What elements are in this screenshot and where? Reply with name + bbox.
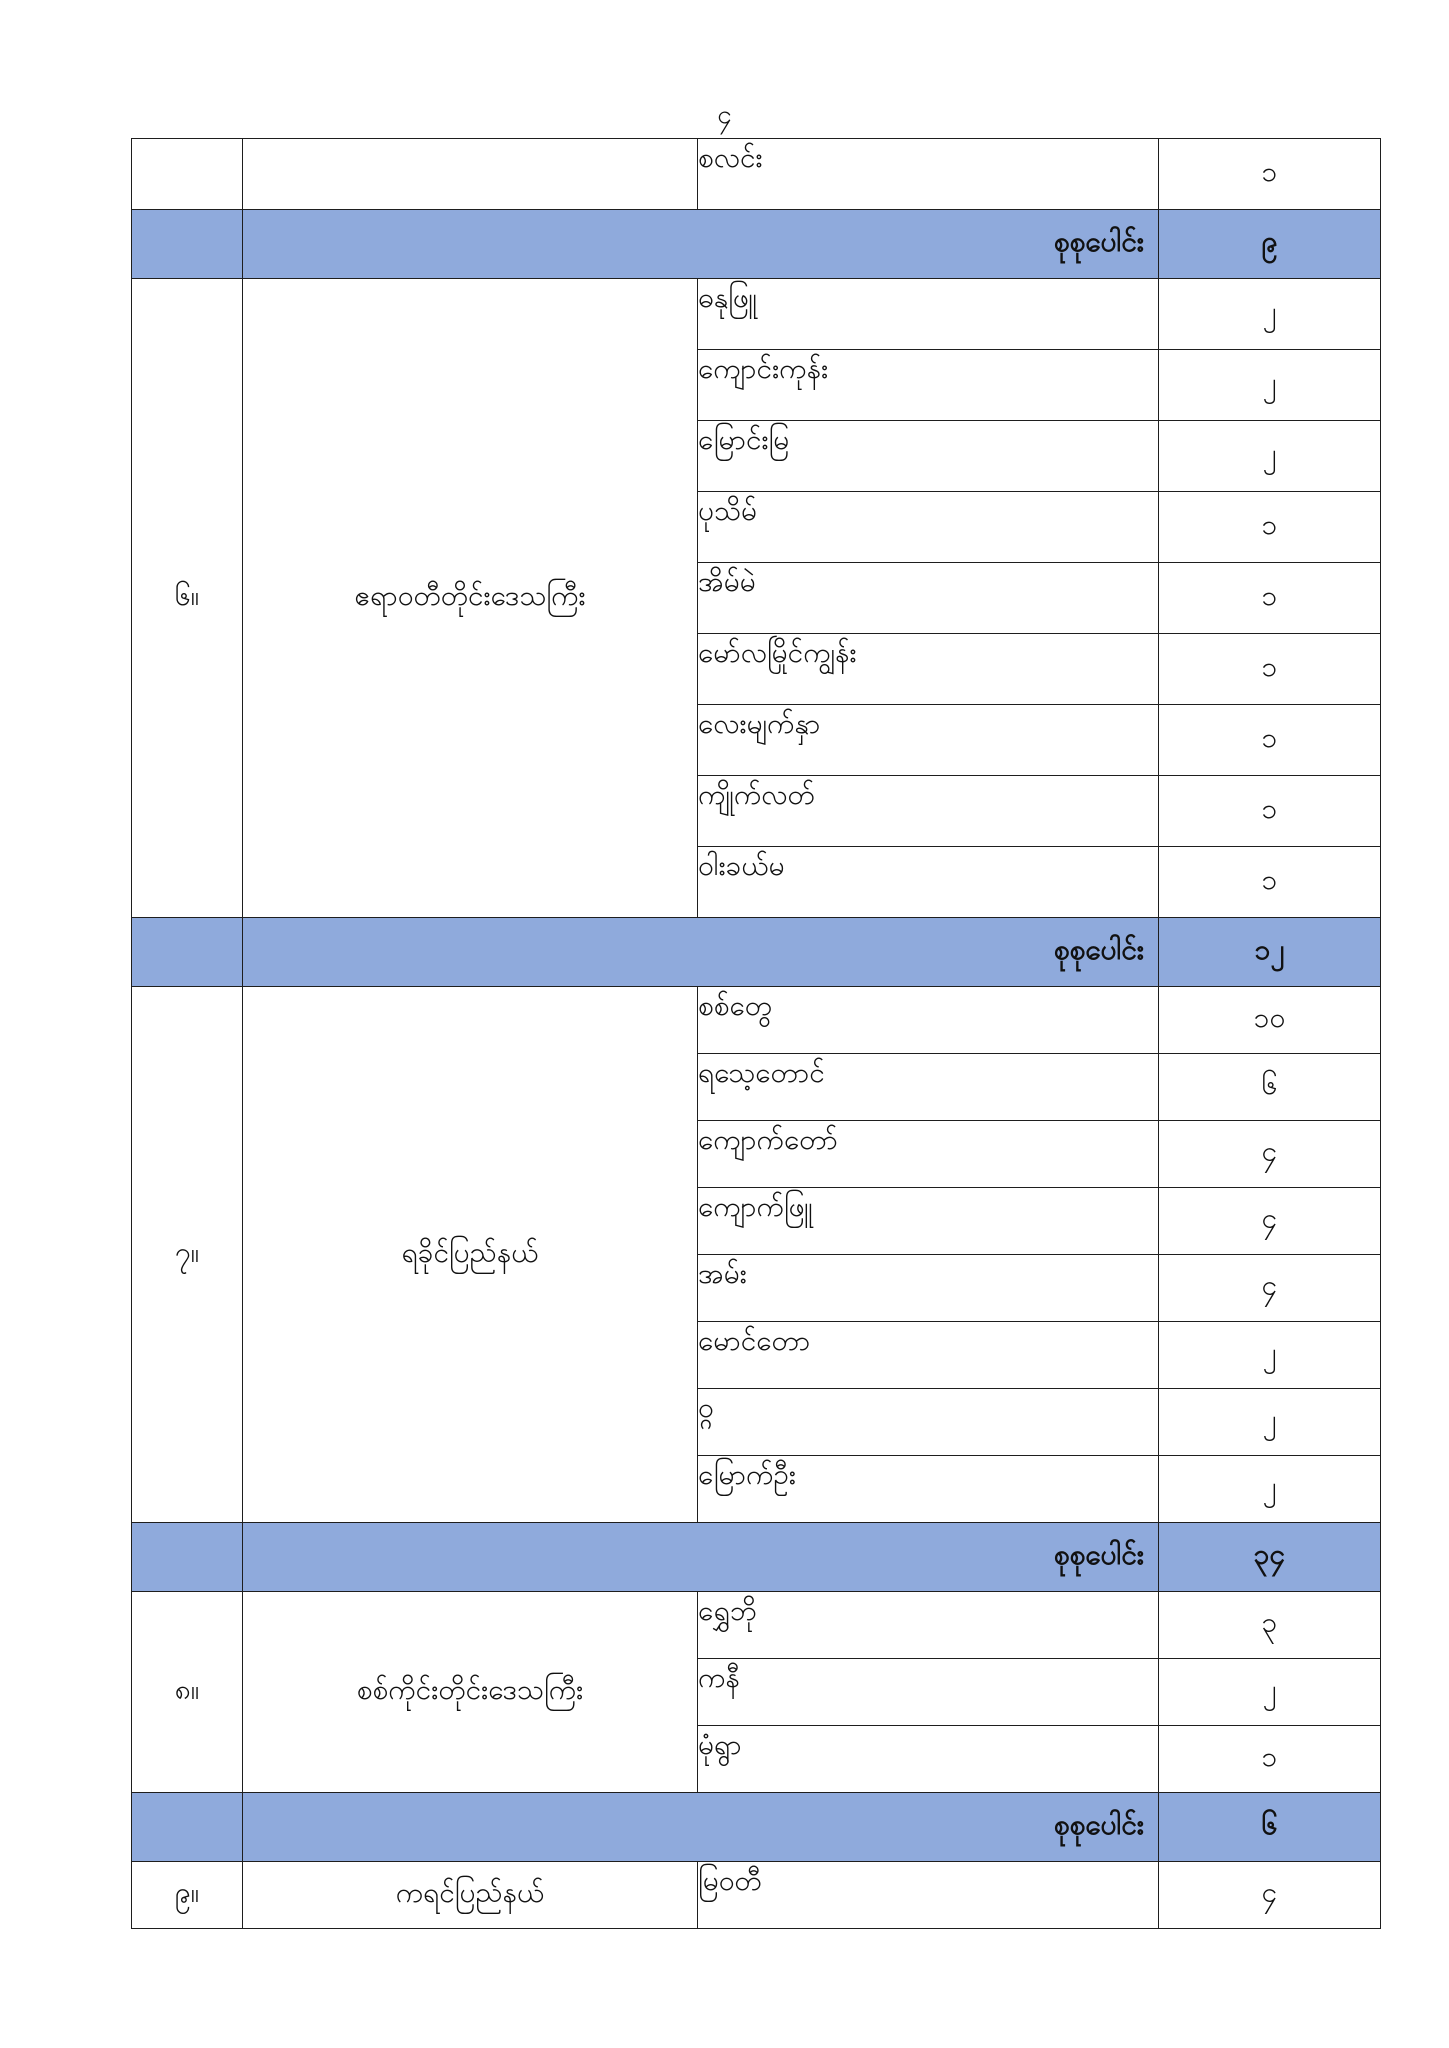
count-cell: ၁ (1159, 776, 1381, 847)
count-cell: ၂ (1159, 1389, 1381, 1456)
table-row (132, 139, 1381, 210)
township-cell: ကျောက်တော် (698, 1121, 1159, 1188)
count-cell: ၁ (1159, 1726, 1381, 1793)
count-cell: ၂ (1159, 421, 1381, 492)
count-cell: ၃ (1159, 1592, 1381, 1659)
subtotal-value: ၆ (1159, 1793, 1381, 1862)
township-cell: ကျောင်းကုန်း (698, 350, 1159, 421)
subtotal-serial-cell (132, 1793, 243, 1862)
township-cell: လေးမျက်နှာ (698, 705, 1159, 776)
table-row (132, 987, 1381, 1054)
township-cell: ကျောက်ဖြူ (698, 1188, 1159, 1255)
subtotal-row (132, 918, 1381, 987)
count-cell: ၁၀ (1159, 987, 1381, 1054)
subtotal-row (132, 1523, 1381, 1592)
township-cell: မြောင်းမြ (698, 421, 1159, 492)
count-cell: ၁ (1159, 563, 1381, 634)
count-cell: ၁ (1159, 705, 1381, 776)
count-cell: ၄ (1159, 1121, 1381, 1188)
subtotal-label: စုစုပေါင်း (243, 1523, 1159, 1592)
township-cell: ကျိုက်လတ် (698, 776, 1159, 847)
table-row (132, 1862, 1381, 1929)
township-cell: စလင်း (698, 139, 1159, 210)
count-cell: ၁ (1159, 634, 1381, 705)
township-cell: မုံရွာ (698, 1726, 1159, 1793)
count-cell: ၁ (1159, 492, 1381, 563)
township-cell: ဝ္ဂ (698, 1389, 1159, 1456)
township-cell: ရသေ့တောင် (698, 1054, 1159, 1121)
subtotal-label: စုစုပေါင်း (243, 1793, 1159, 1862)
township-cell: စစ်တွေ (698, 987, 1159, 1054)
count-cell: ၄ (1159, 1255, 1381, 1322)
region-cell: စစ်ကိုင်းတိုင်းဒေသကြီး (243, 1592, 698, 1793)
region-cell: ဧရာဝတီတိုင်းဒေသကြီး (243, 279, 698, 918)
subtotal-row (132, 210, 1381, 279)
subtotal-value: ၁၂ (1159, 918, 1381, 987)
township-cell: ဝါးခယ်မ (698, 847, 1159, 918)
region-cell (243, 139, 698, 210)
serial-cell (132, 139, 243, 210)
count-cell: ၄ (1159, 1862, 1381, 1929)
township-cell: မော်လမြိုင်ကျွန်း (698, 634, 1159, 705)
township-cell: ရွှေဘို (698, 1592, 1159, 1659)
page-number: ၄ (717, 100, 732, 130)
subtotal-label: စုစုပေါင်း (243, 210, 1159, 279)
count-cell: ၁ (1159, 139, 1381, 210)
township-cell: ဓနုဖြူ (698, 279, 1159, 350)
subtotal-serial-cell (132, 918, 243, 987)
subtotal-serial-cell (132, 1523, 243, 1592)
serial-cell: ၈။ (132, 1592, 243, 1793)
count-cell: ၂ (1159, 1456, 1381, 1523)
subtotal-serial-cell (132, 210, 243, 279)
township-cell: ပုသိမ် (698, 492, 1159, 563)
township-cell: အိမ်မဲ (698, 563, 1159, 634)
region-cell: ကရင်ပြည်နယ် (243, 1862, 698, 1929)
township-count-table (131, 138, 1381, 1929)
subtotal-value: ၉ (1159, 210, 1381, 279)
count-cell: ၂ (1159, 1322, 1381, 1389)
table-row (132, 1592, 1381, 1659)
count-cell: ၂ (1159, 279, 1381, 350)
serial-cell: ၆။ (132, 279, 243, 918)
table-row (132, 279, 1381, 350)
subtotal-label: စုစုပေါင်း (243, 918, 1159, 987)
serial-cell: ၉။ (132, 1862, 243, 1929)
township-cell: အမ်း (698, 1255, 1159, 1322)
township-cell: မြောက်ဦး (698, 1456, 1159, 1523)
count-cell: ၂ (1159, 350, 1381, 421)
count-cell: ၁ (1159, 847, 1381, 918)
count-cell: ၂ (1159, 1659, 1381, 1726)
count-cell: ၆ (1159, 1054, 1381, 1121)
subtotal-row (132, 1793, 1381, 1862)
region-cell: ရခိုင်ပြည်နယ် (243, 987, 698, 1523)
township-cell: ကနီ (698, 1659, 1159, 1726)
serial-cell: ၇။ (132, 987, 243, 1523)
township-cell: မောင်တော (698, 1322, 1159, 1389)
count-cell: ၄ (1159, 1188, 1381, 1255)
township-cell: မြဝတီ (698, 1862, 1159, 1929)
subtotal-value: ၃၄ (1159, 1523, 1381, 1592)
